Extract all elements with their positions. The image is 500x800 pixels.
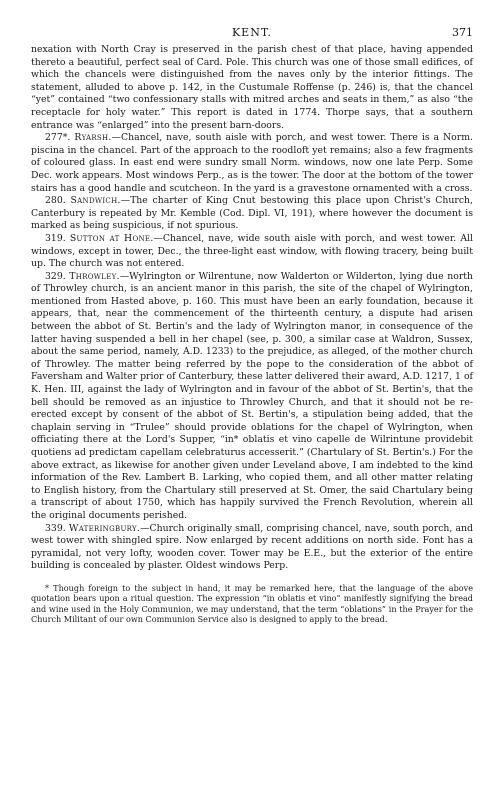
entry-number: 280. bbox=[45, 195, 66, 207]
entry-place: Sandwich. bbox=[70, 195, 121, 207]
entry-number: 277*. bbox=[45, 132, 71, 144]
paragraph-continuation: nexation with North Cray is preserved in the parish chest of that place, having appended thereto a beautiful, perfect seal of Card. Pole. This church was one of those small edifices, of which the chancels were distinguished from the naves only by the interior fittings. The statement, alluded to above p. 142, in the Custumale Roffense (p. 246) is, that the chancel “yet” contained “two confessionary stalls with mitred arches and seats in them,” as also “the receptacle for holy water.” This report is dated in 1774. Thorpe says, that a southern entrance was “enlarged” into the present barn-doors. bbox=[31, 44, 473, 131]
entry-sandwich: 280. Sandwich.—The charter of King Cnut bestowing this place upon Christ's Church, Canterbury is repeated by Mr. Kemble (Cod. Dipl. VI, 191), where however the document is marked as being suspicious, if not spurious. bbox=[31, 195, 473, 232]
entry-place: Throwley. bbox=[69, 270, 120, 282]
body-text bbox=[31, 44, 473, 573]
entry-sutton-at-hone: 319. Sutton at Hone.—Chancel, nave, wide south aisle with porch, and west tower. All windows, except in tower, Dec., the three-light east window, with flowing tracery, being built up. The church was not entered. bbox=[31, 232, 473, 270]
entry-place: Sutton at Hone. bbox=[69, 232, 154, 244]
footnote bbox=[31, 583, 473, 625]
entry-ryarsh: 277*. Ryarsh.—Chancel, nave, south aisle with porch, and west tower. There is a Norm. piscina in the chancel. Part of the approach to the roodloft yet remains; also a few fragments of coloured glass. In east end were sundry small Norm. windows, now one late Perp. Some Dec. work appears. Most windows Perp., as is the tower. The door at the bottom of the tower stairs has a good handle and scutcheon. In the yard is a gravestone ornamented with a cross. bbox=[31, 132, 473, 194]
footnote-text: * Though foreign to the subject in hand, it may be remarked here, that the language of the above quotation bears upon a ritual question. The expression “in oblatis et vino” manifestly signifying the bread and wine used in the Holy Communion, we may understand, that the term “oblations” in the Prayer for the Church Militant of our own Communion Service also is designed to apply to the bread. bbox=[31, 582, 473, 625]
entry-number: 339. bbox=[45, 522, 66, 534]
entry-number: 319. bbox=[45, 232, 66, 244]
entry-place: Ryarsh. bbox=[74, 132, 112, 144]
entry-place: Wateringbury. bbox=[68, 522, 141, 534]
page-number: 371 bbox=[452, 26, 473, 39]
running-header bbox=[31, 24, 473, 44]
entry-wateringbury: 339. Wateringbury.—Church originally small, comprising chancel, nave, south porch, and west tower with shingled spire. Now enlarged by recent additions on north side. Font has a pyramidal, not very lofty, wooden cover. Tower may be E.E., but the exterior of the entire building is concealed by plaster. Oldest windows Perp. bbox=[31, 522, 473, 572]
entry-number: 329. bbox=[45, 270, 66, 282]
running-title: KENT. bbox=[231, 26, 273, 39]
entry-throwley: 329. Throwley.—Wylrington or Wilrentune, now Walderton or Wilderton, lying due north of Throwley church, is an ancient manor in this parish, the site of the chapel of Wylrington, mentioned from Hasted above, p. 160. This must have been an early foundation, because it appears, that, near the commencement of the thirteenth century, a dispute had arisen between the abbot of St. Bertin's and the lady of Wylrington manor, in consequence of the latter having suspended a bell in her chapel (see, p. 300, a similar case at Waldron, Sussex, about the same period, namely, A.D. 1233) to the prejudice, as alleged, of the mother church of Throwley. The matter being referred by the pope to the consideration of the abbot of Faversham and Walter prior of Canterbury, these latter delivered their award, A.D. 1217, 1 of K. Hen. III, against the lady of Wylrington and in favour of the abbot of St. Bertin's, that the bell should be removed as an injustice to Throwley Church, and that it should not be re-erected except by consent of the abbot of St. Bertin's, a stipulation being added, that the chaplain serving in “Trulee” should provide oblations for the chapel of Wylrington, when officiating there at the Lord's Supper, “in* oblatis et vino capelle de Wilrintune providebit quotiens ad predictam capellam celebraturus accesserit.” (Chartulary of St. Bertin's.) For the above extract, as likewise for another given under Leveland above, I am indebted to the kind information of the Rev. Lambert B. Larking, who copied them, and all other matter relating to English history, from the Chartulary still preserved at St. Omer, the said Chartulary being a transcript of about 1750, which has happily survived the French Revolution, wherein all the original documents perished. bbox=[31, 270, 473, 521]
document-page bbox=[31, 24, 473, 625]
